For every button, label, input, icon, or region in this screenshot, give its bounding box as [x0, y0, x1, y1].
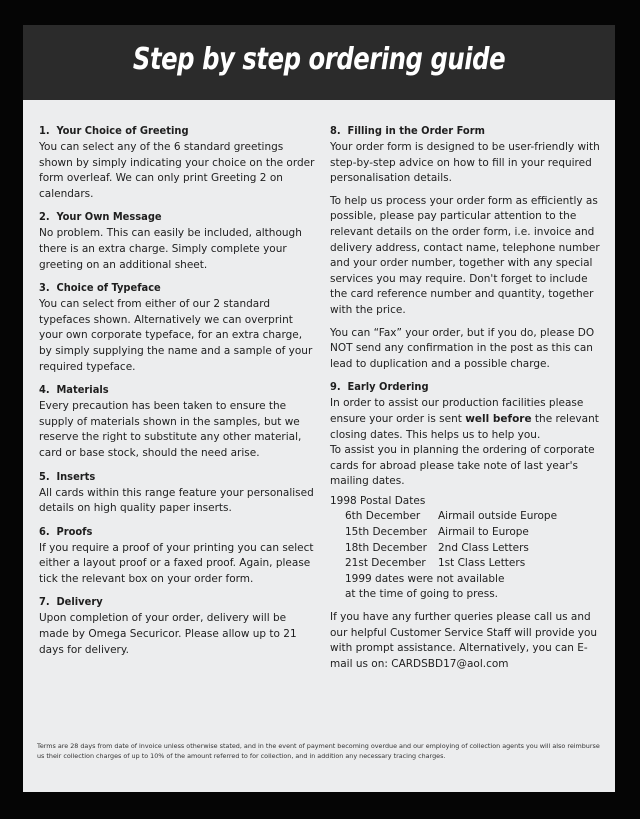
postal-dates [330, 494, 608, 603]
section-body: To help us process your order form as efficiently as possible, please pay particular attention to the relevant details on the order form, i.e. invoice and delivery address, contact name, telephone number and your order number, together with any special services you may require. Don't forget to include the card reference number and quantity, together with the price. [330, 194, 600, 316]
section-body: In order to assist our production facilities please ensure your order is sent well before the relevant closing dates. This helps us to help you. [330, 397, 599, 441]
section-body: Every precaution has been taken to ensure the supply of materials shown in the samples, but we reserve the right to substitute any other material, card or base stock, should the need arise. [39, 400, 302, 459]
section-materials [39, 382, 317, 461]
section-inserts [39, 469, 317, 517]
section-body: You can select from either of our 2 standard typefaces shown. Alternatively we can overprint your own corporate typeface, for an extra charge, by simply supplying the name and a sample of your required typeface. [39, 298, 313, 373]
section-proofs [39, 524, 317, 588]
section-body: You can “Fax” your order, but if you do, please DO NOT send any confirmation in the post as this can lead to duplication and a possible charge. [330, 326, 595, 370]
right-column [330, 123, 608, 679]
section-delivery [39, 594, 317, 658]
section-heading: 6. Proofs [39, 524, 93, 538]
section-heading: 8. Filling in the Order Form [330, 124, 485, 137]
postal-date-row: 6th December Airmail outside Europe [345, 510, 558, 523]
section-heading: 5. Inserts [39, 469, 96, 483]
section-heading: 3. Choice of Typeface [39, 281, 161, 295]
section-body: If you require a proof of your printing you can select either a layout proof or a faxed proof. Again, please tick the relevant box on your order form. [39, 541, 314, 585]
section-body: You can select any of the 6 standard greetings shown by simply indicating your choice on the order form overleaf. We can only print Greeting 2 on calendars. [39, 141, 315, 200]
section-message [39, 209, 317, 273]
section-typeface [39, 280, 317, 375]
left-column [39, 123, 317, 665]
postal-date-row: 18th December 2nd Class Letters [345, 541, 529, 554]
page-title: Step by step ordering guide [132, 42, 506, 77]
section-body: Your order form is designed to be user-friendly with step-by-step advice on how to fill in your required personalisation details. [330, 141, 600, 185]
emphasis-text: well before [465, 412, 532, 425]
section-body: To assist you in planning the ordering of corporate cards for abroad please take note of last year's mailing dates. [330, 444, 595, 488]
section-body: All cards within this range feature your personalised details on high quality paper inserts. [39, 486, 314, 515]
postal-dates-heading: 1998 Postal Dates [330, 494, 426, 507]
section-body: Upon completion of your order, delivery will be made by Omega Securicor. Please allow up to 21 days for delivery. [39, 612, 297, 656]
guide-sheet [23, 25, 615, 792]
postal-date-row: 21st December 1st Class Letters [345, 557, 526, 570]
title-banner [23, 25, 615, 100]
section-early-ordering [330, 379, 608, 672]
section-heading: 4. Materials [39, 383, 109, 397]
terms-footnote: Terms are 28 days from date of invoice unless otherwise stated, and in the event of payment becoming overdue and our employing of collection agents you will also reimburse us their collection charges of up to 10% of the amount referred to for collection, and in addition any necessary tracing charges. [37, 742, 600, 760]
section-heading: 1. Your Choice of Greeting [39, 124, 189, 137]
postal-date-row: 15th December Airmail to Europe [345, 526, 529, 539]
postal-note: at the time of going to press. [345, 588, 499, 601]
section-greeting [39, 123, 317, 202]
section-heading: 9. Early Ordering [330, 380, 429, 394]
section-body: No problem. This can easily be included, although there is an extra charge. Simply complete your greeting on an additional sheet. [39, 227, 302, 271]
section-order-form [330, 123, 608, 372]
section-heading: 7. Delivery [39, 595, 103, 609]
contact-paragraph: If you have any further queries please call us and our helpful Customer Service Staff will provide you with prompt assistance. Alternatively, you can E-mail us on: CARDSBD17@aol.com [330, 611, 598, 670]
postal-note: 1999 dates were not available [345, 572, 505, 585]
section-heading: 2. Your Own Message [39, 210, 162, 224]
